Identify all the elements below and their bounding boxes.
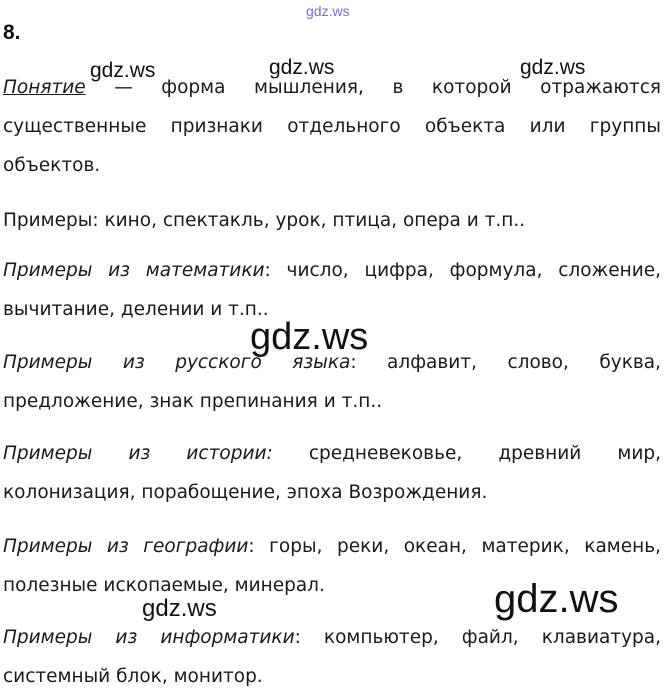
watermark-top: gdz.ws xyxy=(306,3,350,19)
math-label: Примеры из математики xyxy=(3,260,265,281)
math-text: : число, цифра, формула, сложение, xyxy=(264,260,661,281)
geography-label: Примеры из географии xyxy=(3,536,249,557)
geography-line xyxy=(3,527,661,566)
definition-term: Понятие xyxy=(3,77,86,98)
russian-text: : алфавит, слово, буква, xyxy=(350,352,661,373)
geography-line: полезные ископаемые, минерал. xyxy=(3,575,325,596)
history-paragraph xyxy=(3,434,661,512)
history-line xyxy=(3,434,661,473)
history-label: Примеры из истории: xyxy=(3,443,273,464)
definition-paragraph xyxy=(3,68,661,185)
task-number: 8. xyxy=(3,21,21,44)
examples-paragraph xyxy=(3,201,661,240)
history-line: колонизация, порабощение, эпоха Возрождения. xyxy=(3,482,488,503)
watermark-large: gdz.ws xyxy=(494,577,619,621)
russian-label: Примеры из русского языка xyxy=(3,352,351,373)
math-line xyxy=(3,251,661,290)
definition-text: — форма мышления, в которой отражаются xyxy=(85,77,661,98)
informatics-line xyxy=(3,618,661,657)
informatics-line: системный блок, монитор. xyxy=(3,666,263,687)
definition-line: существенные признаки отдельного объекта или группы xyxy=(3,116,661,137)
math-line: вычитание, делении и т.п.. xyxy=(3,299,269,320)
watermark-large: gdz.ws xyxy=(250,316,369,358)
watermark: gdz.ws xyxy=(90,59,156,82)
russian-line: предложение, знак препинания и т.п.. xyxy=(3,391,383,412)
definition-line: объектов. xyxy=(3,155,101,176)
geography-text: : горы, реки, океан, материк, камень, xyxy=(248,536,662,557)
watermark: gdz.ws xyxy=(269,56,335,79)
informatics-label: Примеры из информатики xyxy=(3,627,295,648)
watermark: gdz.ws xyxy=(142,595,217,622)
examples-line: Примеры: кино, спектакль, урок, птица, опера и т.п.. xyxy=(3,210,526,231)
history-text: средневековье, древний мир, xyxy=(272,443,661,464)
watermark: gdz.ws xyxy=(520,56,586,79)
informatics-paragraph xyxy=(3,618,661,696)
informatics-text: : компьютер, файл, клавиатура, xyxy=(294,627,661,648)
